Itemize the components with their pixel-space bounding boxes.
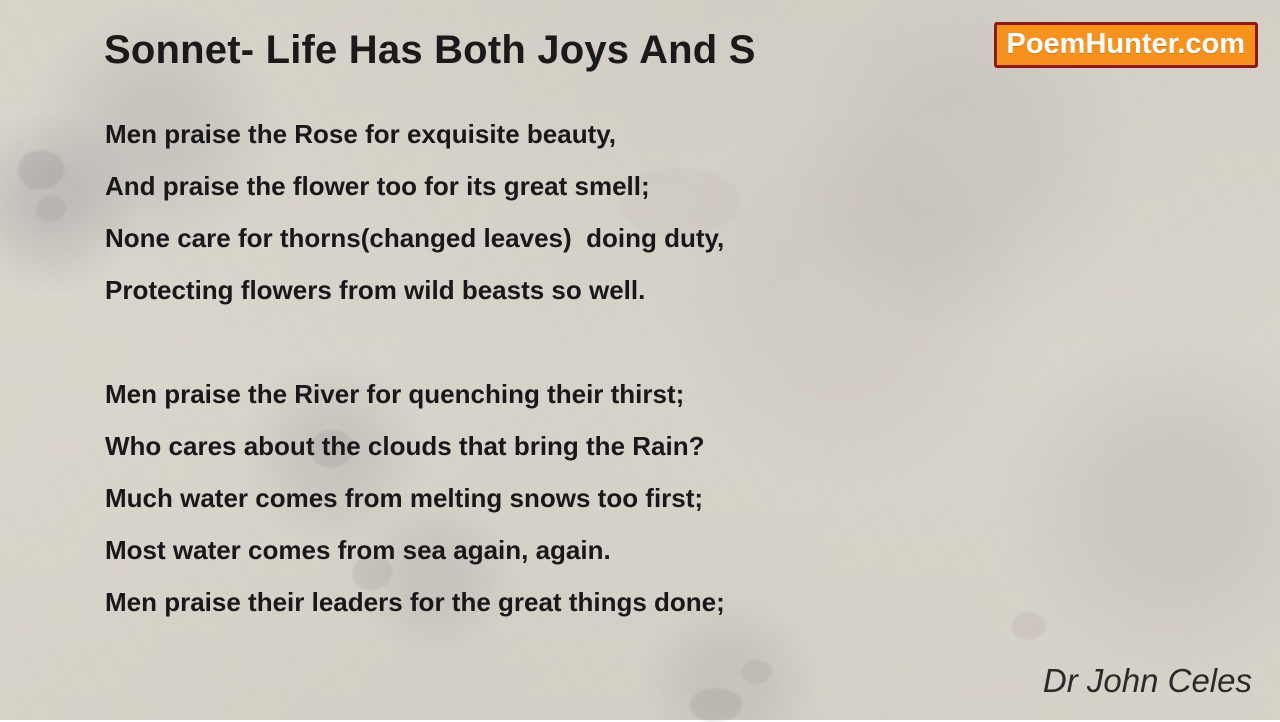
paper-stain [18,150,64,190]
poem-line: Most water comes from sea again, again. [105,535,611,565]
poem-line: None care for thorns(changed leaves) doing duty, [105,223,725,253]
poem-line: Much water comes from melting snows too first; [105,483,704,513]
poem-line: Men praise their leaders for the great things done; [105,587,725,617]
paper-stain [742,660,772,684]
poemhunter-watermark: PoemHunter.com [994,22,1259,68]
poem-line: Who cares about the clouds that bring the Rain? [105,431,705,461]
paper-stain [690,688,742,722]
poem-line-blank [105,316,1105,368]
paper-stain [36,196,66,222]
poem-line: Men praise the River for quenching their thirst; [105,379,685,409]
poem-line: Men praise the Rose for exquisite beauty, [105,119,616,149]
page-title: Sonnet- Life Has Both Joys And S [104,28,756,72]
author-name: Dr John Celes [1042,662,1252,699]
poem-body [105,108,1105,628]
poem-line: And praise the flower too for its great smell; [105,171,650,201]
poem-line: Protecting flowers from wild beasts so well. [105,275,646,305]
